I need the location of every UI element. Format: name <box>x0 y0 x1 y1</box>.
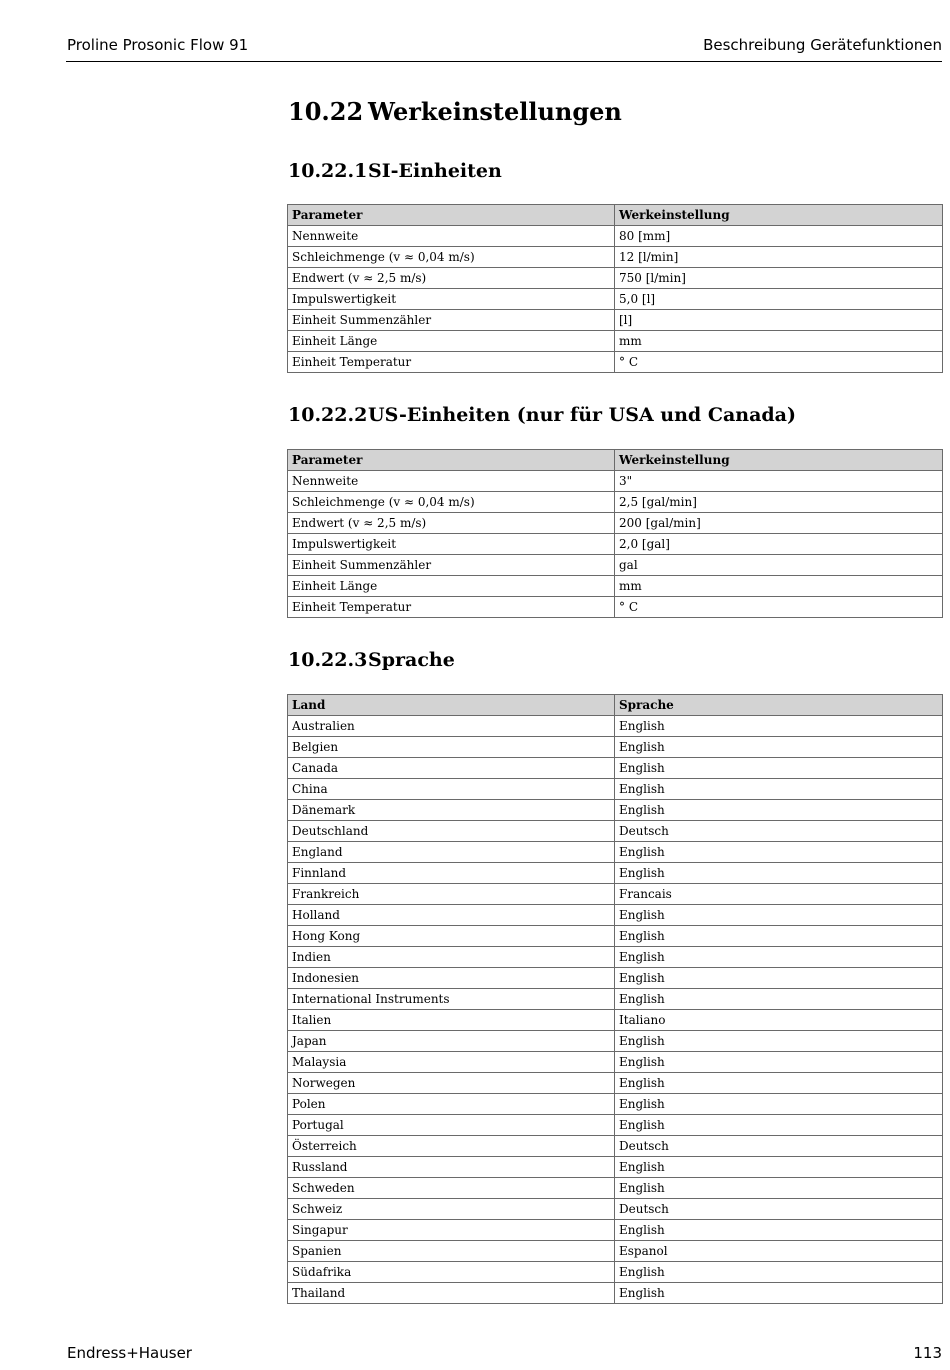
table-cell-label: Canada <box>288 758 615 779</box>
table-cell-value: Italiano <box>615 1010 943 1031</box>
table-cell-label: Deutschland <box>288 821 615 842</box>
si-heading <box>288 160 502 182</box>
header-product-name: Proline Prosonic Flow 91 <box>67 36 249 54</box>
table-row <box>288 1094 943 1115</box>
table-cell-value: English <box>615 989 943 1010</box>
table-cell-label: Thailand <box>288 1283 615 1304</box>
si-number: 10.22.1 <box>288 160 368 182</box>
table-cell-value: ° C <box>615 597 943 618</box>
table-cell-value: 80 [mm] <box>615 226 943 247</box>
table-row <box>288 226 943 247</box>
table-row <box>288 1115 943 1136</box>
table-row <box>288 716 943 737</box>
table-row <box>288 352 943 373</box>
table-cell-label: Norwegen <box>288 1073 615 1094</box>
table-row <box>288 576 943 597</box>
table-cell-label: Japan <box>288 1031 615 1052</box>
table-row <box>288 471 943 492</box>
table-row <box>288 737 943 758</box>
table-cell-label: Finnland <box>288 863 615 884</box>
table-cell-value: English <box>615 926 943 947</box>
table-row <box>288 926 943 947</box>
column-header-language: Sprache <box>615 695 943 716</box>
table-cell-value: 2,5 [gal/min] <box>615 492 943 513</box>
table-row <box>288 1220 943 1241</box>
table-cell-value: English <box>615 1115 943 1136</box>
table-cell-label: Dänemark <box>288 800 615 821</box>
table-cell-value: English <box>615 1073 943 1094</box>
table-row <box>288 1073 943 1094</box>
table-cell-label: Spanien <box>288 1241 615 1262</box>
table-cell-value: English <box>615 905 943 926</box>
table-row <box>288 310 943 331</box>
table-cell-label: Einheit Summenzähler <box>288 555 615 576</box>
table-row <box>288 821 943 842</box>
table-row <box>288 492 943 513</box>
lang-heading <box>288 649 455 671</box>
table-cell-label: Impulswertigkeit <box>288 534 615 555</box>
language-table <box>287 694 943 1304</box>
table-cell-value: English <box>615 842 943 863</box>
table-header-row <box>288 450 943 471</box>
table-row <box>288 513 943 534</box>
table-row <box>288 1052 943 1073</box>
us-title: US-Einheiten (nur für USA und Canada) <box>368 404 796 426</box>
footer-company: Endress+Hauser <box>67 1344 192 1362</box>
section-number: 10.22 <box>288 97 364 126</box>
table-cell-value: English <box>615 968 943 989</box>
table-cell-value: [l] <box>615 310 943 331</box>
table-cell-value: English <box>615 779 943 800</box>
header-rule <box>66 61 942 62</box>
table-cell-value: English <box>615 1031 943 1052</box>
us-number: 10.22.2 <box>288 404 368 426</box>
table-cell-label: Nennweite <box>288 471 615 492</box>
table-row <box>288 842 943 863</box>
table-row <box>288 1178 943 1199</box>
table-cell-label: Schleichmenge (v ≈ 0,04 m/s) <box>288 247 615 268</box>
table-row <box>288 1010 943 1031</box>
table-cell-label: Italien <box>288 1010 615 1031</box>
table-cell-value: Deutsch <box>615 1199 943 1220</box>
table-cell-value: 750 [l/min] <box>615 268 943 289</box>
table-cell-value: 3" <box>615 471 943 492</box>
table-cell-value: English <box>615 737 943 758</box>
table-cell-label: China <box>288 779 615 800</box>
table-cell-label: Holland <box>288 905 615 926</box>
table-cell-value: English <box>615 1283 943 1304</box>
lang-number: 10.22.3 <box>288 649 368 671</box>
table-cell-value: English <box>615 1220 943 1241</box>
table-row <box>288 1136 943 1157</box>
table-cell-value: English <box>615 1052 943 1073</box>
table-cell-label: Indonesien <box>288 968 615 989</box>
table-cell-label: Einheit Temperatur <box>288 352 615 373</box>
table-cell-label: Hong Kong <box>288 926 615 947</box>
table-cell-label: England <box>288 842 615 863</box>
page-number: 113 <box>913 1344 942 1362</box>
table-row <box>288 1283 943 1304</box>
table-cell-value: English <box>615 800 943 821</box>
table-cell-value: mm <box>615 331 943 352</box>
si-title: SI-Einheiten <box>368 160 502 182</box>
table-cell-label: Frankreich <box>288 884 615 905</box>
us-table <box>287 449 943 618</box>
table-row <box>288 800 943 821</box>
table-cell-value: gal <box>615 555 943 576</box>
table-row <box>288 884 943 905</box>
table-cell-label: Polen <box>288 1094 615 1115</box>
table-cell-value: 200 [gal/min] <box>615 513 943 534</box>
table-cell-label: Südafrika <box>288 1262 615 1283</box>
table-row <box>288 863 943 884</box>
table-cell-value: ° C <box>615 352 943 373</box>
table-cell-value: 12 [l/min] <box>615 247 943 268</box>
table-cell-value: Deutsch <box>615 1136 943 1157</box>
table-cell-value: English <box>615 1094 943 1115</box>
table-row <box>288 597 943 618</box>
table-cell-value: English <box>615 1262 943 1283</box>
table-row <box>288 968 943 989</box>
table-header-row <box>288 205 943 226</box>
table-row <box>288 947 943 968</box>
table-cell-value: Deutsch <box>615 821 943 842</box>
table-row <box>288 1157 943 1178</box>
table-row <box>288 1241 943 1262</box>
table-cell-label: Endwert (v ≈ 2,5 m/s) <box>288 513 615 534</box>
table-cell-value: mm <box>615 576 943 597</box>
table-cell-value: English <box>615 758 943 779</box>
table-cell-label: Schweden <box>288 1178 615 1199</box>
table-row <box>288 247 943 268</box>
header-chapter-title: Beschreibung Gerätefunktionen <box>703 36 942 54</box>
table-cell-value: English <box>615 1157 943 1178</box>
table-cell-label: Schweiz <box>288 1199 615 1220</box>
table-cell-value: 5,0 [l] <box>615 289 943 310</box>
lang-title: Sprache <box>368 649 455 671</box>
table-cell-label: Indien <box>288 947 615 968</box>
table-cell-label: Australien <box>288 716 615 737</box>
table-row <box>288 1199 943 1220</box>
section-heading <box>288 97 622 126</box>
column-header-default: Werkeinstellung <box>615 205 943 226</box>
table-row <box>288 268 943 289</box>
column-header-country: Land <box>288 695 615 716</box>
table-cell-label: Portugal <box>288 1115 615 1136</box>
table-cell-value: 2,0 [gal] <box>615 534 943 555</box>
table-cell-label: Nennweite <box>288 226 615 247</box>
table-cell-value: English <box>615 947 943 968</box>
table-row <box>288 758 943 779</box>
table-cell-label: Belgien <box>288 737 615 758</box>
us-heading <box>288 404 796 426</box>
section-title: Werkeinstellungen <box>368 97 622 126</box>
table-header-row <box>288 695 943 716</box>
table-cell-label: Malaysia <box>288 1052 615 1073</box>
table-row <box>288 1262 943 1283</box>
table-cell-label: Schleichmenge (v ≈ 0,04 m/s) <box>288 492 615 513</box>
table-cell-label: Endwert (v ≈ 2,5 m/s) <box>288 268 615 289</box>
table-cell-label: Russland <box>288 1157 615 1178</box>
table-row <box>288 779 943 800</box>
table-cell-value: Francais <box>615 884 943 905</box>
table-row <box>288 289 943 310</box>
table-row <box>288 555 943 576</box>
table-cell-value: English <box>615 716 943 737</box>
column-header-parameter: Parameter <box>288 450 615 471</box>
table-cell-value: Espanol <box>615 1241 943 1262</box>
table-cell-label: Singapur <box>288 1220 615 1241</box>
table-row <box>288 905 943 926</box>
table-cell-label: Einheit Länge <box>288 576 615 597</box>
table-row <box>288 1031 943 1052</box>
table-cell-label: International Instruments <box>288 989 615 1010</box>
column-header-parameter: Parameter <box>288 205 615 226</box>
table-cell-label: Einheit Summenzähler <box>288 310 615 331</box>
table-cell-label: Einheit Temperatur <box>288 597 615 618</box>
column-header-default: Werkeinstellung <box>615 450 943 471</box>
table-cell-label: Impulswertigkeit <box>288 289 615 310</box>
table-cell-value: English <box>615 1178 943 1199</box>
table-row <box>288 534 943 555</box>
table-cell-label: Österreich <box>288 1136 615 1157</box>
table-cell-label: Einheit Länge <box>288 331 615 352</box>
si-table <box>287 204 943 373</box>
table-row <box>288 989 943 1010</box>
table-cell-value: English <box>615 863 943 884</box>
table-row <box>288 331 943 352</box>
